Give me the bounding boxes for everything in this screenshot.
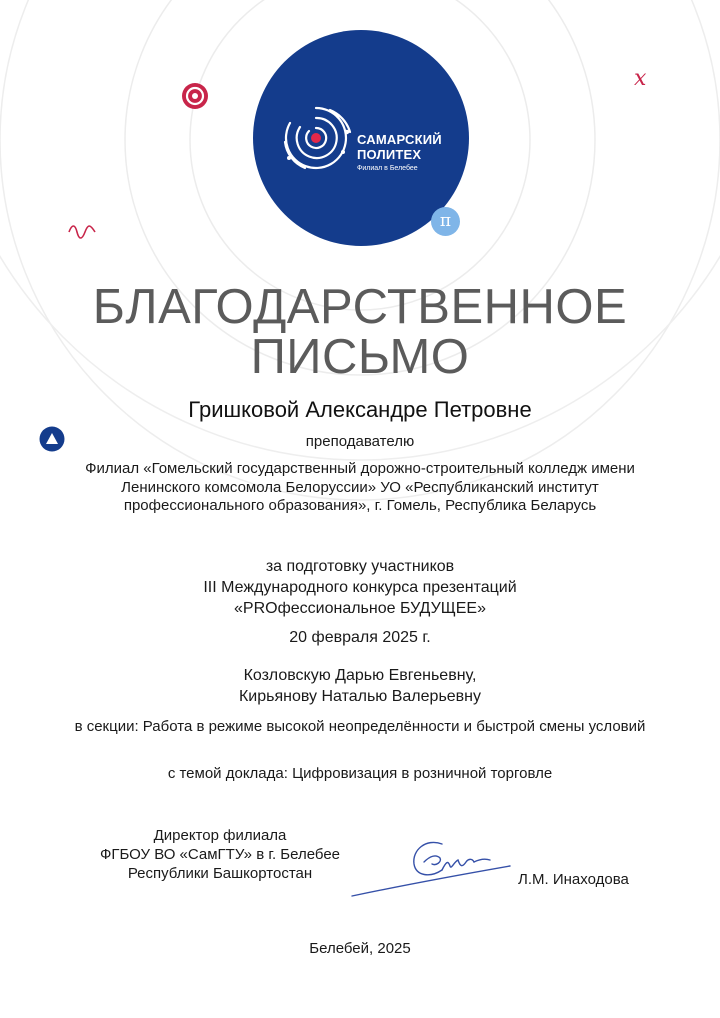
logo-title — [357, 132, 467, 162]
place-and-year: Белебей, 2025 — [309, 940, 411, 957]
director-title — [70, 826, 370, 883]
target-icon — [181, 82, 209, 110]
reason-line2: III Международного конкурса презентаций — [203, 579, 517, 596]
pi-symbol-icon: π — [431, 207, 460, 236]
reason-line3: «PROфессиональное БУДУЩЕЕ» — [234, 600, 486, 617]
orbit-emblem-icon — [275, 102, 357, 172]
participant-1: Козловскую Дарью Евгеньевну, — [243, 667, 477, 684]
wave-icon — [68, 224, 96, 240]
logo-title-line2: ПОЛИТЕХ — [357, 147, 422, 162]
logo-title-line1: САМАРСКИЙ — [357, 132, 442, 147]
document-title-line1: БЛАГОДАРСТВЕННОЕ — [92, 280, 628, 334]
handwritten-signature — [350, 832, 520, 904]
section-info: в секции: Работа в режиме высокой неопределённости и быстрой смены условий — [74, 718, 646, 735]
x-variable-icon: x — [634, 66, 647, 91]
document-title-line2: ПИСЬМО — [250, 330, 470, 384]
recipient-name: Гришковой Александре Петровне — [188, 397, 532, 422]
recipient-position: преподавателю — [305, 433, 415, 450]
logo-subtitle: Филиал в Белебее — [357, 165, 418, 172]
reason-line1: за подготовку участников — [265, 558, 455, 575]
director-line3: Республики Башкортостан — [127, 865, 313, 882]
topic-info: с темой доклада: Цифровизация в розничной торговле — [167, 765, 553, 782]
director-line2: ФГБОУ ВО «СамГТУ» в г. Белебее — [99, 846, 341, 863]
recipient-organization: Филиал «Гомельский государственный дорожно-строительный колледж имени Ленинского комсомола Белоруссии» УО «Республиканский институт профессионального образования», г. Гомель, Республика Беларусь — [85, 460, 635, 514]
event-date: 20 февраля 2025 г. — [289, 629, 431, 646]
participant-2: Кирьянову Наталью Валерьевну — [238, 688, 482, 705]
director-line1: Директор филиала — [153, 827, 287, 844]
signer-name: Л.М. Инаходова — [518, 871, 629, 888]
